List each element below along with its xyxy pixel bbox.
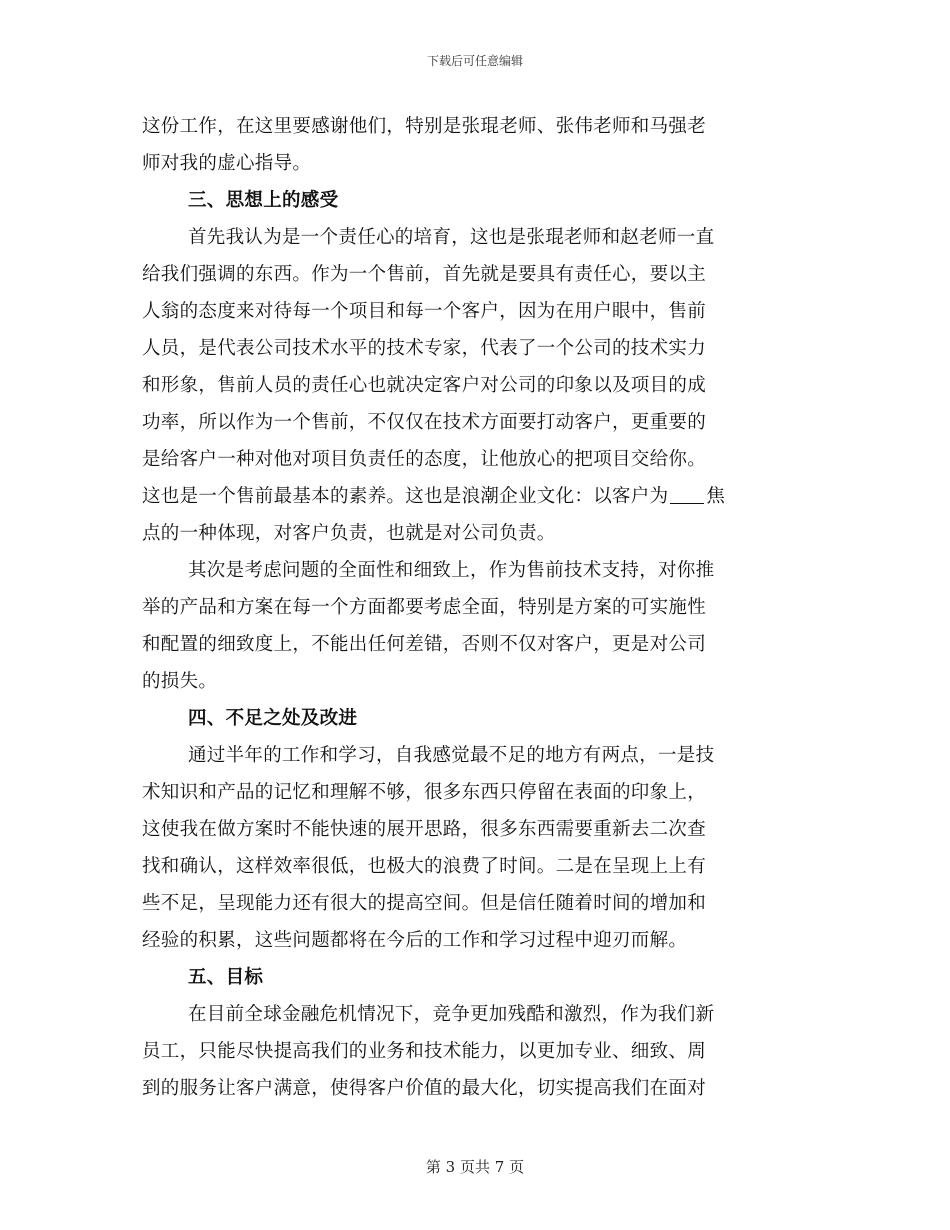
paragraph-line: 是给客户一种对他对项目负责任的态度，让他放心的把项目交给你。 <box>142 449 707 470</box>
paragraph-line: 师对我的虚心指导。 <box>142 153 312 174</box>
paragraph-line: 的损失。 <box>142 671 218 692</box>
line-text: 焦 <box>706 486 726 507</box>
paragraph-line: 通过半年的工作和学习，自我感觉最不足的地方有两点，一是技 <box>188 745 715 766</box>
paragraph-line: 这使我在做方案时不能快速的展开思路，很多东西需要重新去二次查 <box>142 819 707 840</box>
document-body <box>142 108 808 1107</box>
paragraph-line: 给我们强调的东西。作为一个售前，首先就是要具有责任心，要以主 <box>142 264 707 285</box>
paragraph-line: 这份工作，在这里要感谢他们，特别是张琨老师、张伟老师和马强老 <box>142 116 707 137</box>
paragraph-line: 经验的积累，这些问题都将在今后的工作和学习过程中迎刃而解。 <box>142 930 688 951</box>
paragraph-line: 人员，是代表公司技术水平的技术专家，代表了一个公司的技术实力 <box>142 338 707 359</box>
page-header: 下载后可任意编辑 <box>426 54 523 68</box>
paragraph-line: 首先我认为是一个责任心的培育，这也是张琨老师和赵老师一直 <box>188 227 715 248</box>
line-text: 这也是一个售前最基本的素养。这也是浪潮企业文化：以客户为 <box>142 486 669 507</box>
paragraph-line: 举的产品和方案在每一个方面都要考虑全面，特别是方案的可实施性 <box>142 597 707 618</box>
page-number: 第 3 页共 7 页 <box>425 1158 525 1176</box>
section-heading-4: 四、不足之处及改进 <box>188 708 358 729</box>
paragraph-line: 术知识和产品的记忆和理解不够，很多东西只停留在表面的印象上， <box>142 782 707 803</box>
paragraph-line: 员工，只能尽快提高我们的业务和技术能力，以更加专业、细致、周 <box>142 1041 707 1062</box>
paragraph-line: 和配置的细致度上，不能出任何差错，否则不仅对客户，更是对公司 <box>142 634 707 655</box>
paragraph-line: 其次是考虑问题的全面性和细致上，作为售前技术支持，对你推 <box>188 560 715 581</box>
section-heading-3: 三、思想上的感受 <box>188 190 339 211</box>
paragraph-line: 找和确认，这样效率很低，也极大的浪费了时间。二是在呈现上上有 <box>142 856 707 877</box>
paragraph-line: 功率，所以作为一个售前，不仅仅在技术方面要打动客户，更重要的 <box>142 412 707 433</box>
paragraph-line: 在目前全球金融危机情况下，竞争更加残酷和激烈，作为我们新 <box>188 1004 715 1025</box>
paragraph-line: 人翁的态度来对待每一个项目和每一个客户，因为在用户眼中，售前 <box>142 301 707 322</box>
fill-in-blank <box>670 502 704 504</box>
paragraph-line-with-blank <box>142 478 808 515</box>
paragraph-line: 和形象，售前人员的责任心也就决定客户对公司的印象以及项目的成 <box>142 375 707 396</box>
section-heading-5: 五、目标 <box>188 967 264 988</box>
paragraph-line: 些不足，呈现能力还有很大的提高空间。但是信任随着时间的增加和 <box>142 893 707 914</box>
paragraph-line: 点的一种体现，对客户负责，也就是对公司负责。 <box>142 523 556 544</box>
paragraph-line: 到的服务让客户满意，使得客户价值的最大化，切实提高我们在面对 <box>142 1078 707 1099</box>
